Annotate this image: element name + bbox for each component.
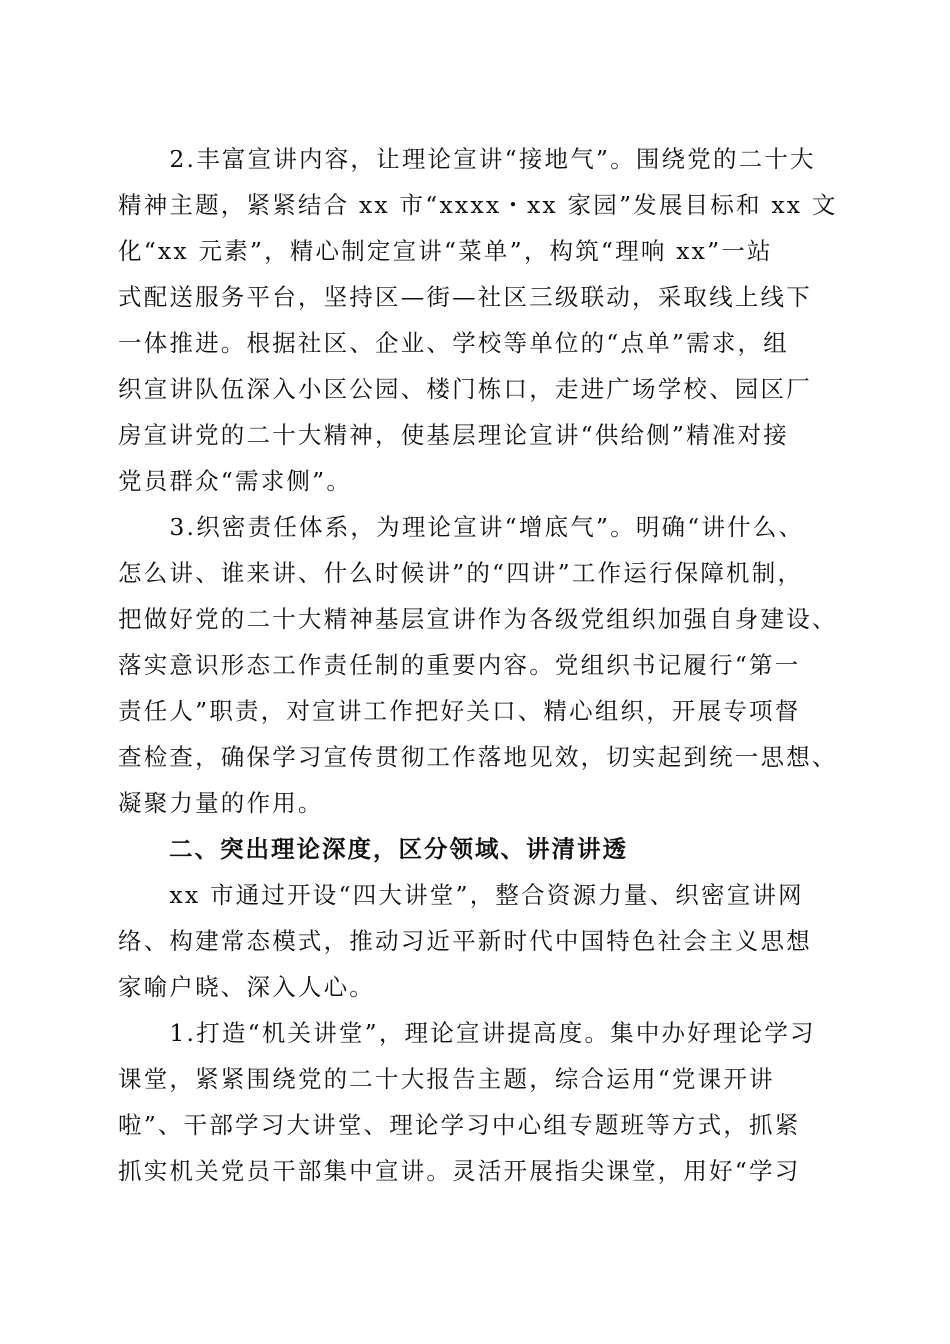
text-line: 络、构建常态模式，推动习近平新时代中国特色社会主义思想 bbox=[118, 927, 812, 955]
text-line: 凝聚力量的作用。 bbox=[118, 789, 324, 817]
section-heading: 二、突出理论深度，区分领域、讲清讲透 bbox=[118, 835, 628, 863]
text-line: 织宣讲队伍深入小区公园、楼门栋口，走进广场学校、园区厂 bbox=[118, 375, 812, 403]
text-line: 房宣讲党的二十大精神，使基层理论宣讲“供给侧”精准对接 bbox=[118, 421, 789, 449]
text-line: 3.织密责任体系，为理论宣讲“增底气”。明确“讲什么、 bbox=[118, 513, 805, 541]
text-line: 把做好党的二十大精神基层宣讲作为各级党组织加强自身建设、 bbox=[118, 605, 838, 633]
text-line: 2.丰富宣讲内容，让理论宣讲“接地气”。围绕党的二十大 bbox=[118, 145, 816, 173]
text-line: 抓实机关党员干部集中宣讲。灵活开展指尖课堂，用好“学习 bbox=[118, 1157, 801, 1185]
text-line: xx 市通过开设“四大讲堂”，整合资源力量、织密宣讲网 bbox=[118, 881, 804, 909]
text-line: 家喻户晓、深入人心。 bbox=[118, 973, 375, 1001]
text-line: 党员群众“需求侧”。 bbox=[118, 467, 353, 495]
text-line: 一体推进。根据社区、企业、学校等单位的“点单”需求，组 bbox=[118, 329, 789, 357]
text-line: 课堂，紧紧围绕党的二十大报告主题，综合运用“党课开讲 bbox=[118, 1065, 775, 1093]
text-line: 怎么讲、谁来讲、什么时候讲”的“四讲”工作运行保障机制， bbox=[118, 559, 804, 587]
text-line: 落实意识形态工作责任制的重要内容。党组织书记履行“第一 bbox=[118, 651, 801, 679]
text-line: 责任人”职责，对宣讲工作把好关口、精心组织，开展专项督 bbox=[118, 697, 801, 725]
text-line: 查检查，确保学习宣传贯彻工作落地见效，切实起到统一思想、 bbox=[118, 743, 838, 771]
text-line: 化“xx 元素”，精心制定宣讲“菜单”，构筑“理响 xx”一站 bbox=[118, 237, 773, 265]
text-line: 精神主题，紧紧结合 xx 市“xxxx・xx 家园”发展目标和 xx 文 bbox=[118, 191, 838, 219]
text-line: 啦”、干部学习大讲堂、理论学习中心组专题班等方式，抓紧 bbox=[118, 1111, 801, 1139]
text-line: 式配送服务平台，坚持区—街—社区三级联动，采取线上线下 bbox=[118, 283, 812, 311]
text-line: 1.打造“机关讲堂”，理论宣讲提高度。集中办好理论学习 bbox=[118, 1019, 816, 1047]
